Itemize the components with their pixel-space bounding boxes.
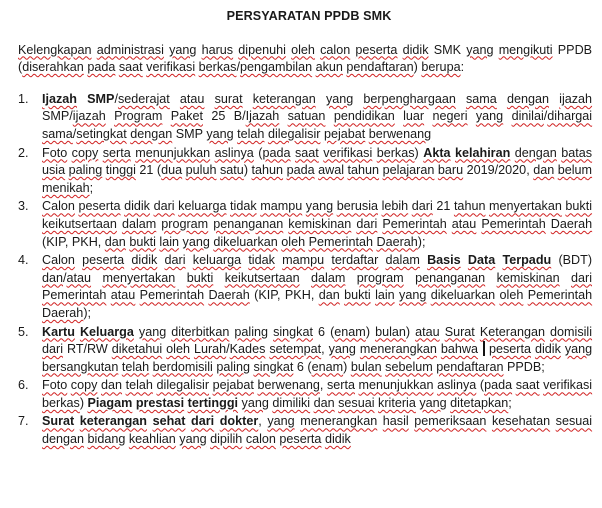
- requirement-text-segment: Ijazah SMP: [42, 91, 115, 106]
- intro-text-segment: Kelengkapan administrasi yang harus dipenuhi oleh calon peserta didik SMK yang mengikuti PPDB (diserahkan pada saat verifikasi berkas/pengambilan akun pendaftaran) berupa:: [18, 42, 593, 75]
- requirement-text-segment: Piagam prestasi tertinggi: [87, 395, 239, 410]
- requirement-text: [42, 146, 592, 195]
- requirement-text: [42, 253, 592, 320]
- requirement-text-segment: peserta didik yang bersangkutan telah berdomisili paling singkat 6 (enam) bulan sebelum pendaftaran PPDB;: [42, 342, 593, 374]
- requirement-text-segment: Foto copy dan telah dilegalisir pejabat berwenang, serta menunjukkan aslinya (pada saat verifikasi berkas): [42, 378, 593, 410]
- requirement-number: 2.: [18, 145, 29, 160]
- requirement-text-segment: yang dimiliki dan sesuai kriteria yang ditetapkan;: [241, 395, 512, 410]
- requirement-text: [42, 199, 592, 248]
- requirement-item-5: [18, 324, 592, 377]
- requirement-number: 5.: [18, 324, 29, 339]
- requirement-item-3: [18, 198, 592, 251]
- requirement-text-segment: Calon peserta didik dari keluarga tidak mampu yang berusia lebih dari 21 tahun menyertakan bukti keikutsertaan dalam program penanganan kemiskinan dari Pemerintah atau Pemerintah Daerah (KIP, PKH, dan bukti lain yang dikeluarkan oleh Pemerintah Daerah);: [42, 199, 593, 249]
- requirement-text: [42, 325, 592, 374]
- requirement-text-segment: Surat keterangan sehat dari dokter: [42, 414, 259, 429]
- requirement-text-segment: Basis Data Terpadu: [427, 253, 552, 268]
- requirement-text-segment: , yang menerangkan hasil pemeriksaan kesehatan sesuai dengan bidang keahlian yang dipilih calon peserta didik: [42, 414, 593, 447]
- requirement-text: [42, 414, 592, 446]
- requirement-text-segment: Calon peserta didik dari keluarga tidak mampu terdaftar dalam: [42, 253, 420, 268]
- requirement-number: 1.: [18, 91, 29, 106]
- requirement-item-1: [18, 91, 592, 144]
- requirement-text-segment: yang diterbitkan paling singkat 6 (enam) bulan) atau Surat Keterangan domisili dari RT/RW diketahui oleh Lurah/Kades setempat, yang menerangkan bahwa: [42, 324, 593, 357]
- requirement-text: [42, 378, 592, 410]
- requirement-text-segment: Akta kelahiran: [423, 145, 511, 160]
- requirement-number: 4.: [18, 253, 29, 268]
- requirement-item-7: [18, 413, 592, 448]
- document-title: PERSYARATAN PPDB SMK: [226, 9, 392, 23]
- requirement-item-4: [18, 252, 592, 322]
- requirement-text-segment: (BDT) dan/atau menyertakan bukti keikutsertaan dalam program penanganan kemiskinan dari Pemerintah atau Pemerintah Daerah (KIP, PKH, dan bukti lain yang dikeluarkan oleh Pemerintah Daerah);: [42, 253, 593, 320]
- requirement-number: 3.: [18, 199, 29, 214]
- requirement-text-segment: dengan batas usia paling tinggi 21 (dua puluh satu) tahun pada awal tahun pelajaran baru 2019/2020, dan belum menikah;: [42, 145, 593, 195]
- requirement-item-6: [18, 377, 592, 412]
- requirement-item-2: [18, 145, 592, 198]
- requirements-list: [18, 91, 592, 449]
- requirement-number: 6.: [18, 378, 29, 393]
- intro-paragraph: [18, 42, 592, 77]
- requirement-number: 7.: [18, 414, 29, 429]
- requirement-text: [42, 92, 592, 141]
- requirement-text-segment: /sederajat atau surat keterangan yang berpenghargaan sama dengan ijazah SMP/ijazah Program Paket 25 B/Ijazah satuan pendidikan luar negeri yang dinilai/dihargai sama/setingkat dengan SMP yang telah dilegalisir pejabat berwenang: [42, 91, 593, 141]
- requirement-text-segment: Kartu Keluarga: [42, 324, 134, 339]
- requirement-text-segment: Foto copy serta menunjukkan aslinya (pada saat verifikasi berkas): [42, 145, 419, 160]
